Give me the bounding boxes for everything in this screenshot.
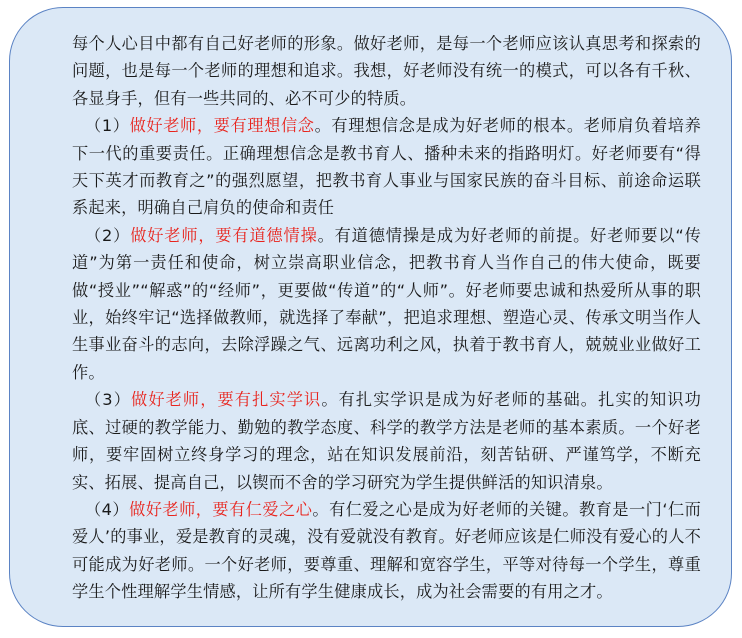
point-paragraph-3 [72,386,701,496]
point-number: （4） [85,499,130,519]
point-heading: 做好老师，要有仁爱之心 [129,499,313,519]
text-card [9,7,732,627]
point-number: （2） [85,225,131,245]
point-paragraph-1 [72,112,701,222]
point-paragraph-2 [72,222,701,386]
point-body: 。有扎实学识是成为好老师的基础。扎实的知识功底、过硬的教学能力、勤勉的教学态度、科学的教学方法是老师的基本素质。一个好老师，要牢固树立终身学习的理念，站在知识发展前沿，刻苦钻研、严谨笃学，不断充实、拓展、提高自己，以锲而不舍的学习研究为学生提供鲜活的知识清泉。 [72,390,701,492]
point-heading: 做好老师，要有扎实学识 [131,390,322,410]
point-heading: 做好老师，要有理想信念 [129,116,315,136]
point-heading: 做好老师，要有道德情操 [130,225,318,245]
point-body: 。有道德情操是成为好老师的前提。好老师要以“传道”为第一责任和使命，树立崇高职业信念，把教书育人当作自己的伟大使命，既要做“授业”“解惑”的“经师”，更要做“传道”的“人师”。好老师要忠诚和热爱所从事的职业，始终牢记“选择做教师，就选择了奉献”，把追求理想、塑造心灵、传承文明当作人生事业奋斗的志向，去除浮躁之气、远离功利之风，执着于教书育人，兢兢业业做好工作。 [72,225,701,382]
point-body: 。有理想信念是成为好老师的根本。老师肩负着培养下一代的重要责任。正确理想信念是教书育人、播种未来的指路明灯。好老师要有“得天下英才而教育之”的强烈愿望，把教书育人事业与国家民族的奋斗目标、前途命运联系起来，明确自己肩负的使命和责任 [72,116,701,218]
point-paragraph-4 [72,496,701,606]
point-number: （3） [85,390,132,410]
point-number: （1） [85,116,130,136]
intro-paragraph: 每个人心目中都有自己好老师的形象。做好老师，是每一个老师应该认真思考和探索的问题，也是每一个老师的理想和追求。我想，好老师没有统一的模式，可以各有千秋、各显身手，但有一些共同的、必不可少的特质。 [72,34,701,108]
point-body: 。有仁爱之心是成为好老师的关键。教育是一门‘仁而爱人’的事业，爱是教育的灵魂，没有爱就没有教育。好老师应该是仁师没有爱心的人不可能成为好老师。一个好老师，要尊重、理解和宽容学生，平等对待每一个学生，尊重学生个性理解学生情感，让所有学生健康成长，成为社会需要的有用之才。 [72,499,701,602]
